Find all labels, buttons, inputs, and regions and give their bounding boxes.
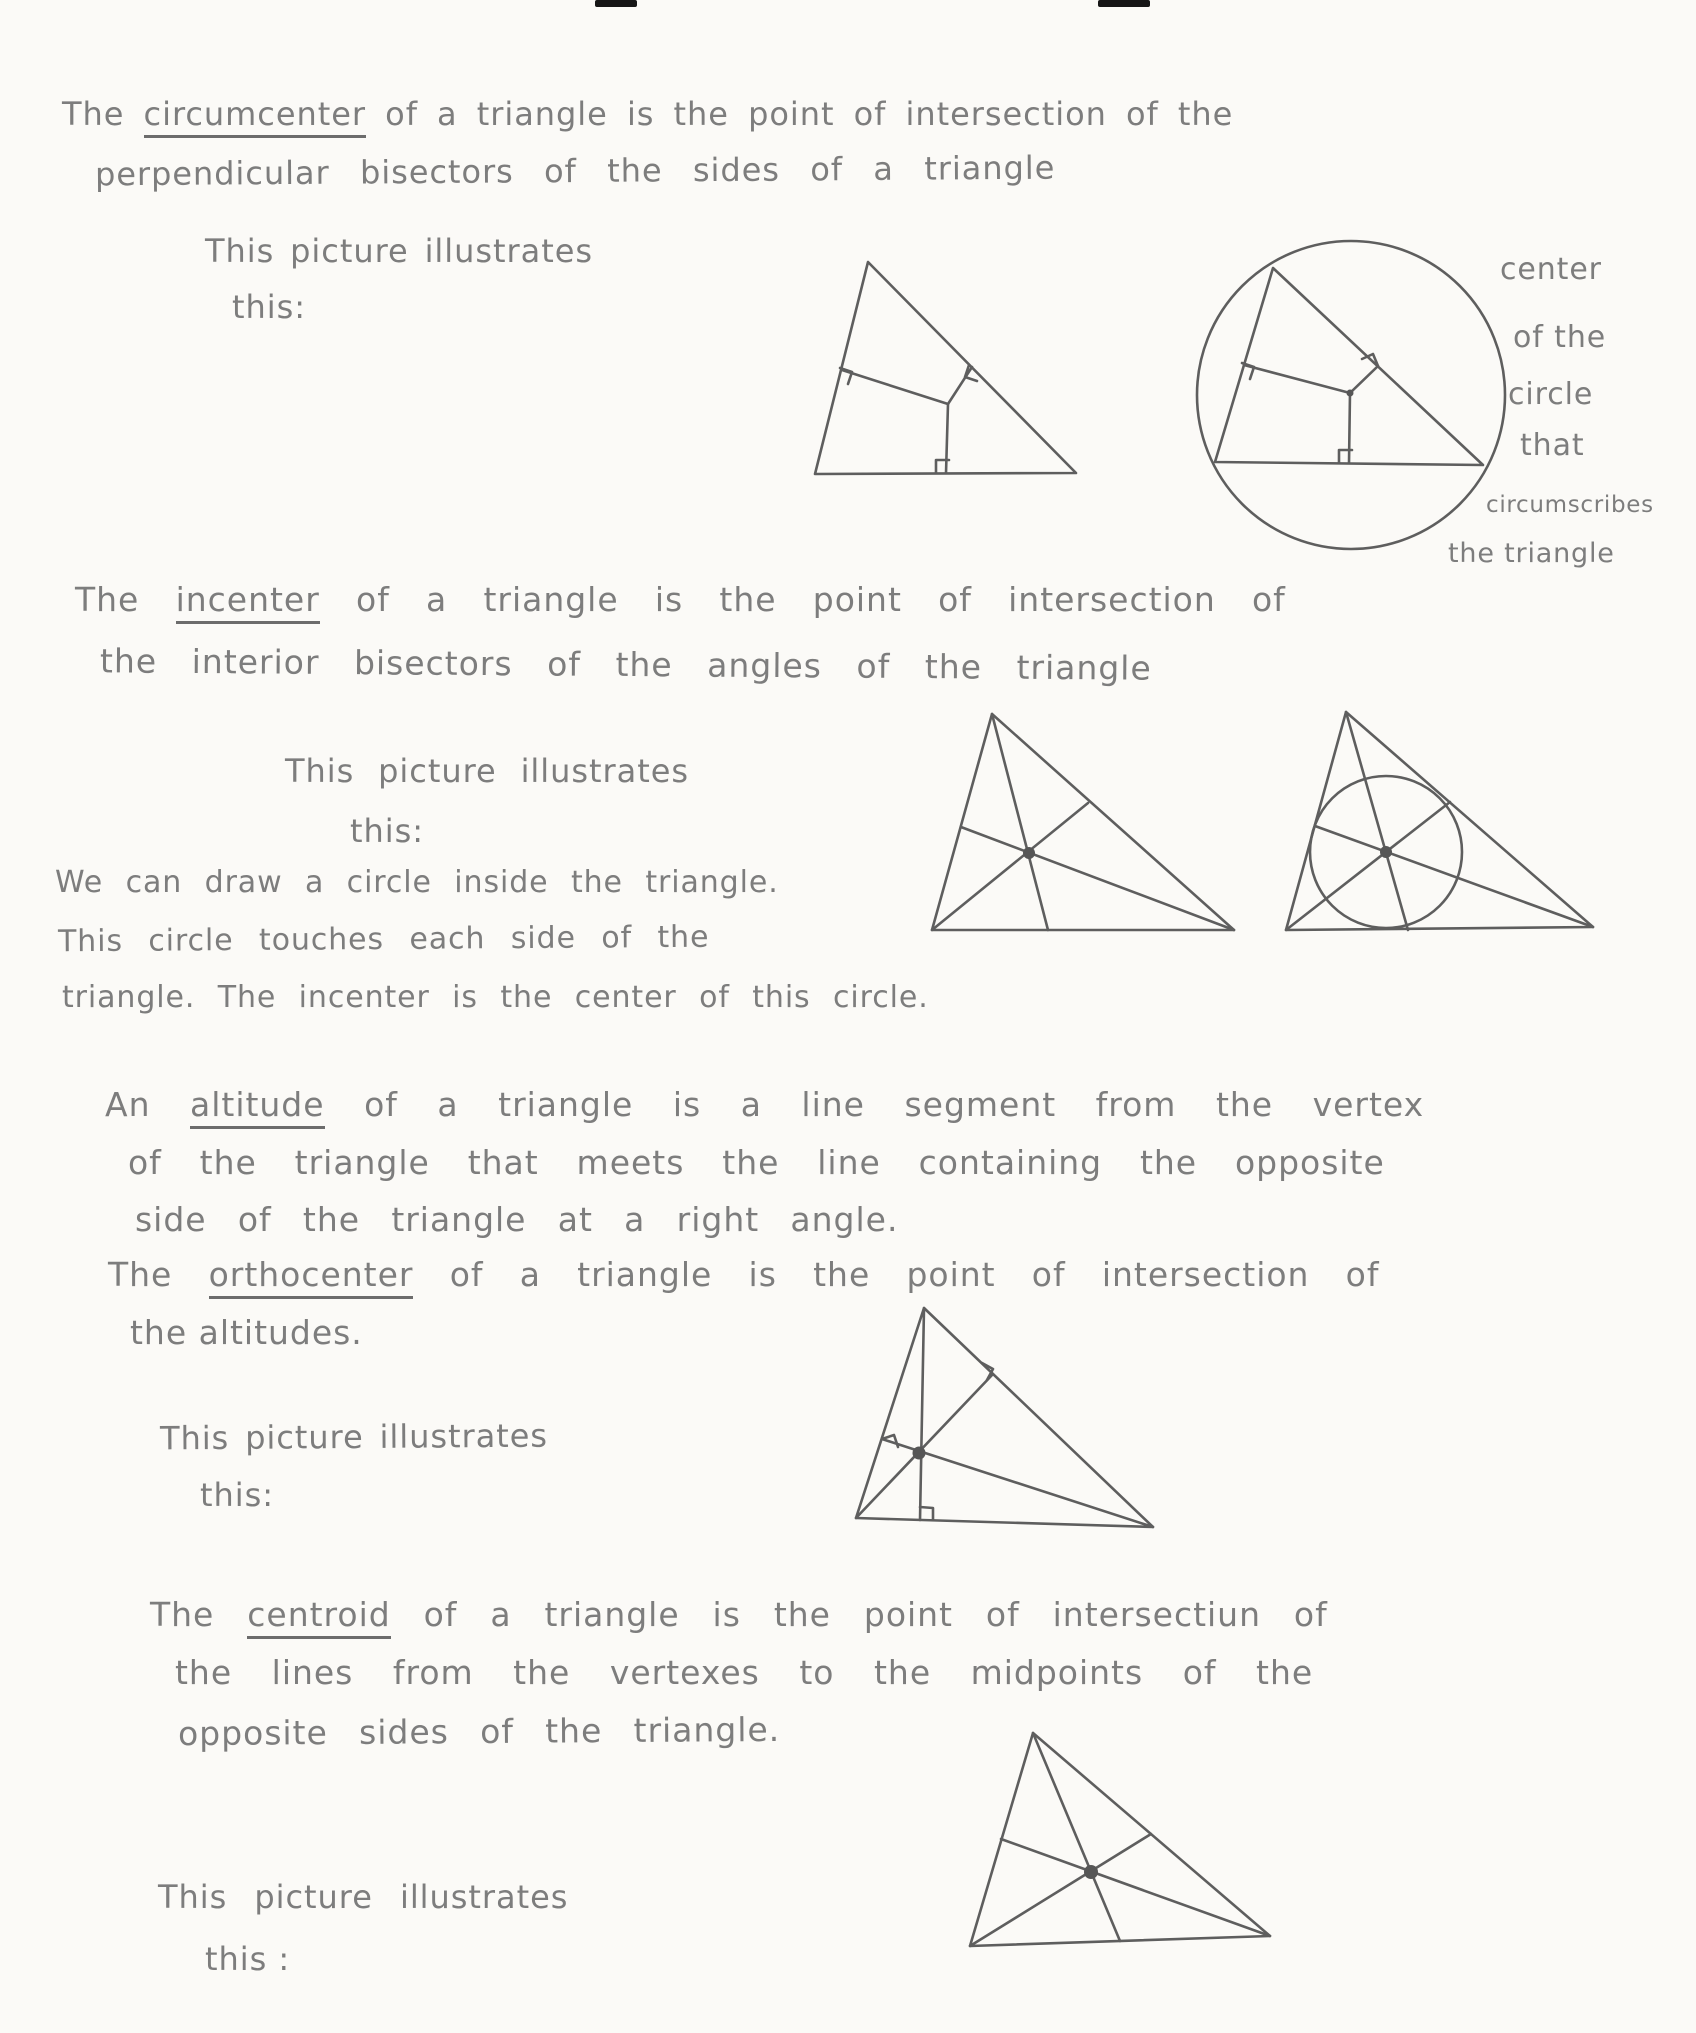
- circle-caption-line: that: [1520, 428, 1585, 463]
- right-angle-marks: [840, 365, 977, 473]
- altitude-definition-line3: side of the triangle at a right angle.: [135, 1200, 899, 1239]
- definition-rest: of a triangle is a line segment from the vertex: [364, 1085, 1425, 1124]
- term-altitude: altitude: [190, 1085, 325, 1129]
- circumcenter-definition-line1: [62, 95, 1233, 133]
- angle-bisector-lines: [1286, 712, 1593, 930]
- orthocenter-definition-line2: the altitudes.: [130, 1313, 363, 1352]
- circle-caption-line: the triangle: [1448, 538, 1615, 569]
- term-orthocenter: orthocenter: [209, 1255, 414, 1299]
- definition-rest: of a triangle is the point of intersection of: [449, 1255, 1380, 1294]
- definition-prefix: The: [75, 580, 140, 619]
- incenter-illustrates-line: This picture illustrates: [285, 752, 689, 790]
- circumcenter-definition-line2: perpendicular bisectors of the sides of a triangle: [94, 148, 1056, 194]
- incenter-point: [1380, 846, 1392, 858]
- altitude-lines: [856, 1308, 1153, 1527]
- triangle-outline: [1286, 712, 1593, 930]
- centroid-diagram: [950, 1718, 1295, 1963]
- perpendicular-bisector-lines: [1244, 365, 1378, 463]
- definition-rest: of a triangle is the point of intersection of: [356, 580, 1286, 619]
- orthocenter-illustrates-this: this:: [200, 1476, 274, 1514]
- circle-caption-line: center: [1500, 252, 1602, 287]
- incenter-illustrates-this: this:: [350, 812, 424, 850]
- circumscribed-circle-diagram: [1185, 230, 1530, 575]
- circle-caption-line: of the: [1513, 320, 1607, 355]
- definition-prefix: An: [105, 1085, 151, 1124]
- definition-prefix: The: [62, 95, 125, 133]
- incenter-definition-line1: [75, 580, 1286, 619]
- circle-caption-line: circle: [1508, 377, 1594, 412]
- circumcenter-illustrates-this: this:: [232, 288, 306, 326]
- definition-rest: of a triangle is the point of intersection of the: [385, 95, 1234, 133]
- incenter-note-line2: This circle touches each side of the: [57, 919, 710, 960]
- orthocenter-illustrates-line: This picture illustrates: [159, 1416, 549, 1458]
- centroid-definition-line2: the lines from the vertexes to the midpoints of the: [175, 1653, 1314, 1692]
- incenter-note-line3: triangle. The incenter is the center of this circle.: [62, 980, 929, 1015]
- definition-prefix: The: [150, 1595, 215, 1634]
- incenter-incircle-diagram: [1268, 698, 1613, 943]
- scan-artifact: [595, 0, 637, 7]
- incenter-point: [1023, 847, 1035, 859]
- centroid-point: [1084, 1865, 1098, 1879]
- circumcenter-point: [1347, 390, 1354, 397]
- triangle-outline: [970, 1733, 1270, 1946]
- median-lines: [970, 1733, 1270, 1946]
- triangle-outline: [932, 714, 1234, 930]
- centroid-illustrates-line: This picture illustrates: [158, 1878, 569, 1916]
- altitude-definition-line1: [105, 1085, 1424, 1124]
- altitude-definition-line2: of the triangle that meets the line containing the opposite: [128, 1143, 1385, 1182]
- term-incenter: incenter: [176, 580, 320, 624]
- centroid-definition-line1: [150, 1595, 1328, 1634]
- centroid-definition-line3: opposite sides of the triangle.: [177, 1709, 781, 1754]
- orthocenter-definition-line1: [108, 1255, 1379, 1294]
- circle-caption-line: circumscribes: [1486, 492, 1654, 518]
- perpendicular-bisector-lines: [842, 367, 972, 473]
- definition-prefix: The: [108, 1255, 173, 1294]
- incenter-bisectors-diagram: [915, 700, 1245, 945]
- incenter-note-line1: We can draw a circle inside the triangle.: [55, 865, 779, 900]
- orthocenter-diagram: [840, 1295, 1170, 1550]
- orthocenter-point: [913, 1447, 926, 1460]
- incenter-definition-line2: the interior bisectors of the angles of the triangle: [99, 641, 1152, 688]
- angle-bisector-lines: [932, 714, 1234, 930]
- triangle-outline: [856, 1308, 1153, 1527]
- scan-artifact: [1098, 0, 1150, 7]
- centroid-illustrates-this: this :: [205, 1940, 291, 1978]
- triangle-outline: [815, 262, 1076, 474]
- term-circumcenter: circumcenter: [144, 95, 366, 138]
- definition-rest: of a triangle is the point of intersectiun of: [423, 1595, 1328, 1634]
- circumcenter-illustrates-line: This picture illustrates: [205, 232, 593, 270]
- circumcenter-triangle-diagram: [780, 242, 1100, 497]
- term-centroid: centroid: [247, 1595, 390, 1639]
